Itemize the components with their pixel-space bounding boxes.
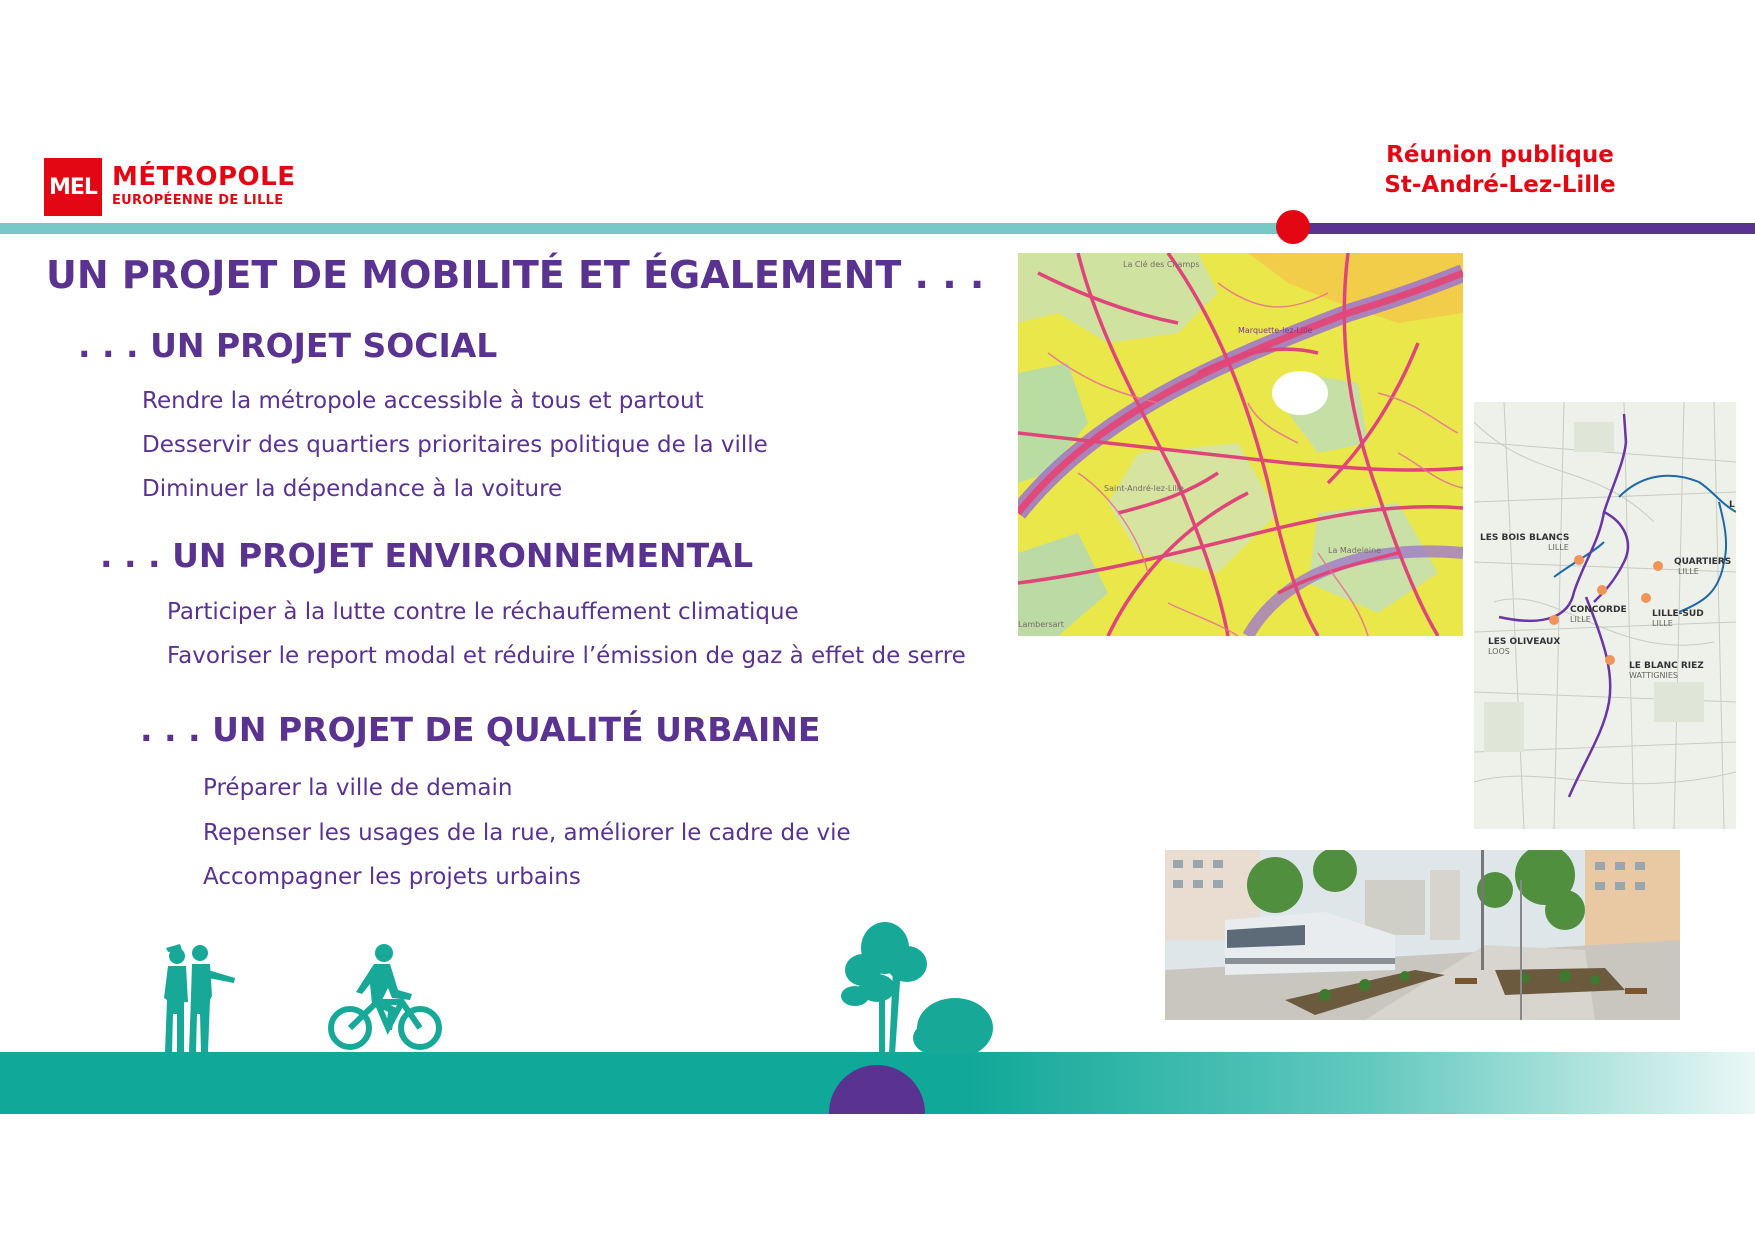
- district-map-image: [1474, 402, 1736, 829]
- section-heading-social: . . . UN PROJET SOCIAL: [78, 326, 498, 365]
- bullet-item: Repenser les usages de la rue, améliorer le cadre de vie: [203, 820, 851, 846]
- district-sublabel: LILLE: [1570, 615, 1591, 624]
- bullet-item: Favoriser le report modal et réduire l’émission de gaz à effet de serre: [167, 643, 966, 669]
- trees-icon: [835, 918, 995, 1054]
- district-label: LES BOIS BLANCS: [1480, 533, 1570, 543]
- district-sublabel: LILLE: [1678, 567, 1699, 576]
- meeting-location: St-André-Lez-Lille: [1384, 172, 1616, 198]
- map-label: Saint-André-lez-Lille: [1104, 484, 1184, 493]
- bullet-item: Participer à la lutte contre le réchauffement climatique: [167, 599, 799, 625]
- logo-text-metropole: MÉTROPOLE: [112, 162, 296, 192]
- bullet-item: Préparer la ville de demain: [203, 775, 513, 801]
- map-label: La Madeleine: [1328, 546, 1382, 555]
- noise-map-image: [1018, 253, 1463, 636]
- section-heading-environment: . . . UN PROJET ENVIRONNEMENTAL: [100, 536, 754, 575]
- header-divider-teal: [0, 223, 1294, 234]
- logo-text-subtitle: EUROPÉENNE DE LILLE: [112, 193, 284, 208]
- svg-text:L: L: [1729, 500, 1735, 510]
- pedestrians-icon: [150, 940, 250, 1055]
- footer-semicircle: [829, 1065, 925, 1114]
- district-label: QUARTIERS: [1674, 557, 1732, 567]
- divider-marker-dot: [1276, 210, 1310, 244]
- district-sublabel: LILLE: [1548, 543, 1569, 552]
- mel-logo-mark: MEL: [44, 158, 102, 216]
- district-label: CONCORDE: [1570, 605, 1627, 615]
- cyclist-icon: [322, 940, 448, 1055]
- section-heading-urban-quality: . . . UN PROJET DE QUALITÉ URBAINE: [140, 710, 821, 749]
- district-sublabel: WATTIGNIES: [1629, 671, 1678, 680]
- district-label: LILLE-SUD: [1652, 609, 1704, 619]
- district-label: LE BLANC RIEZ: [1629, 661, 1704, 671]
- map-label: Lambersart: [1018, 620, 1064, 629]
- map-label: Marquette-lez-Lille: [1238, 326, 1313, 335]
- district-sublabel: LILLE: [1652, 619, 1673, 628]
- bullet-item: Desservir des quartiers prioritaires politique de la ville: [142, 432, 768, 458]
- bullet-item: Diminuer la dépendance à la voiture: [142, 476, 563, 502]
- header-divider-purple: [1294, 223, 1755, 234]
- tramway-street-photo: [1165, 850, 1680, 1020]
- map-label: La Clé des Champs: [1123, 260, 1200, 269]
- meeting-title: Réunion publique: [1386, 142, 1614, 168]
- district-sublabel: LOOS: [1488, 647, 1510, 656]
- bullet-item: Rendre la métropole accessible à tous et partout: [142, 388, 704, 414]
- bullet-item: Accompagner les projets urbains: [203, 864, 581, 890]
- district-label: LES OLIVEAUX: [1488, 637, 1561, 647]
- page-title: UN PROJET DE MOBILITÉ ET ÉGALEMENT . . .: [46, 253, 985, 297]
